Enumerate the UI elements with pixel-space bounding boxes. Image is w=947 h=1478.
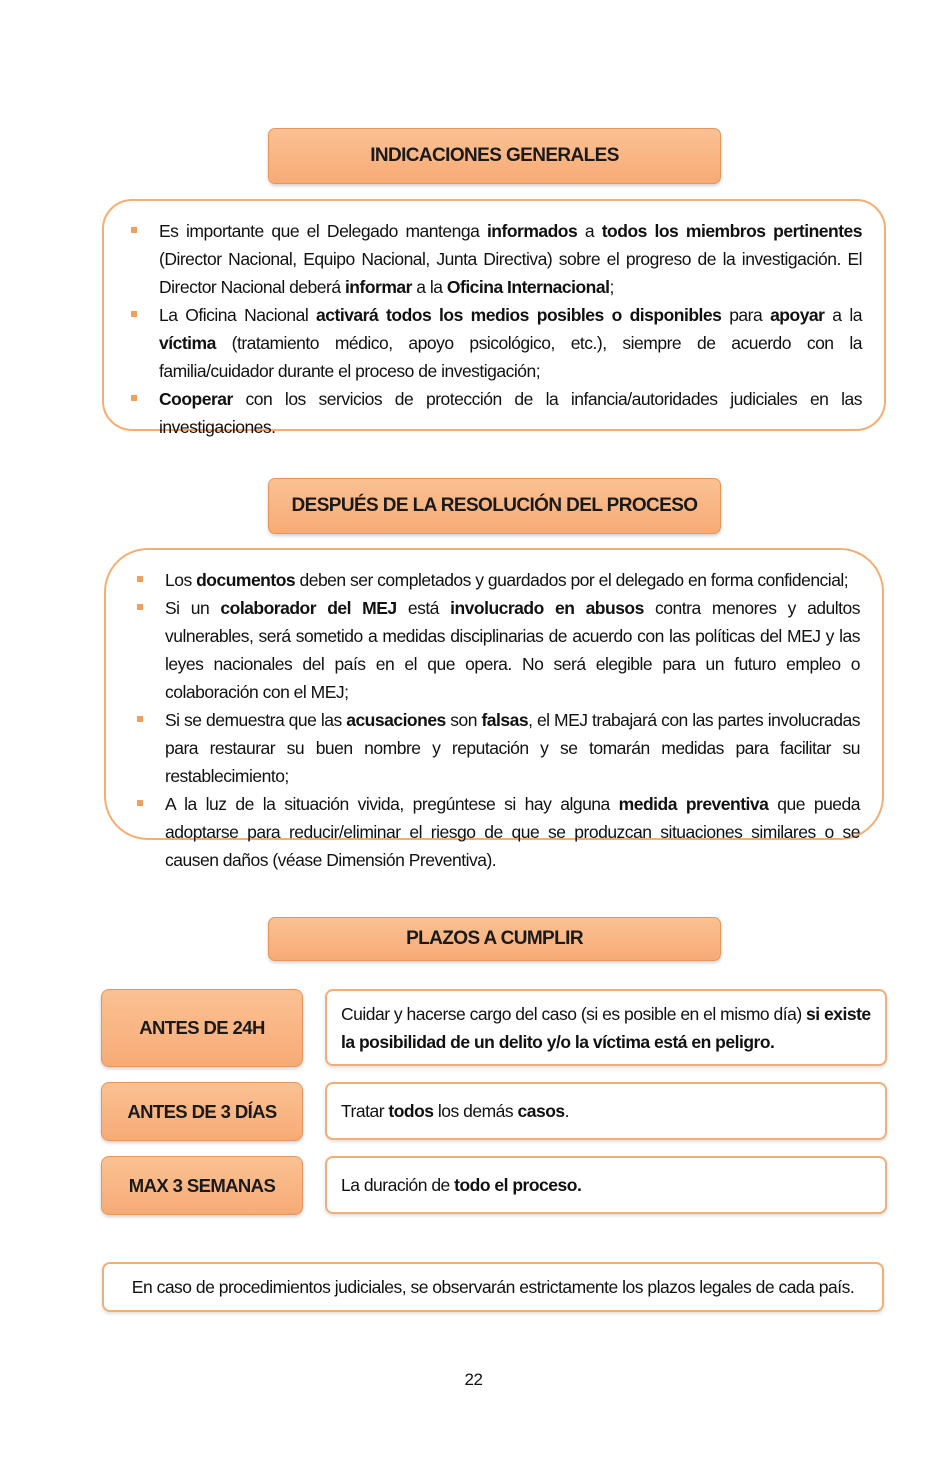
- text-run: a la: [411, 277, 447, 297]
- list-item: [110, 594, 860, 706]
- judicial-note: En caso de procedimientos judiciales, se observarán estrictamente los plazos legales de cada país.: [102, 1262, 884, 1312]
- bold-text: Cooperar: [159, 389, 233, 409]
- text-run: son: [445, 710, 482, 730]
- bold-text: Oficina Internacional: [446, 277, 610, 297]
- text-run: ;: [609, 277, 614, 297]
- deadline-label-3-dias: ANTES DE 3 DÍAS: [101, 1082, 303, 1141]
- deadline-text: [341, 1171, 581, 1199]
- text-run: deben ser completados y guardados por el delegado en forma confidencial;: [295, 570, 849, 590]
- indicaciones-list: [104, 217, 862, 441]
- text-run: a la: [824, 305, 863, 325]
- bold-text: todos los miembros pertinentes: [601, 221, 862, 241]
- square-bullet-icon: [137, 716, 143, 722]
- list-item: [110, 790, 860, 874]
- bold-text: si existe la posibilidad de un delito y/o la víctima está en peligro.: [341, 1003, 871, 1052]
- text-run: Los: [165, 570, 197, 590]
- bold-text: involucrado en abusos: [450, 598, 644, 618]
- section-title-resolucion: DESPUÉS DE LA RESOLUCIÓN DEL PROCESO: [268, 478, 721, 534]
- text-run: Tratar: [341, 1101, 389, 1121]
- text-run: a: [577, 221, 602, 241]
- text-run: para: [721, 305, 771, 325]
- square-bullet-icon: [131, 311, 137, 317]
- bold-text: casos: [517, 1101, 565, 1121]
- indicaciones-box: [102, 199, 886, 437]
- text-run: está: [396, 598, 451, 618]
- section-title-plazos: PLAZOS A CUMPLIR: [268, 917, 721, 961]
- deadline-desc-24h: [325, 989, 887, 1066]
- text-run: Si un: [165, 598, 221, 618]
- deadline-text: [341, 1097, 569, 1125]
- text-run: los demás: [433, 1101, 518, 1121]
- deadline-text: [341, 1000, 871, 1056]
- bold-text: todo el proceso.: [454, 1175, 582, 1195]
- text-run: contra menores y adultos vulnerables, será sometido a medidas disciplinarias de acuerdo con las políticas del MEJ y las leyes nacionales del país en el que opera. No será elegible para un futuro empleo o colaboración con el MEJ;: [165, 598, 860, 702]
- list-item: [104, 301, 862, 385]
- square-bullet-icon: [131, 395, 137, 401]
- square-bullet-icon: [131, 227, 137, 233]
- list-item: [110, 566, 860, 594]
- text-run: (Director Nacional, Equipo Nacional, Junta Directiva) sobre el progreso de la investigación. El Director Nacional deberá: [159, 249, 862, 297]
- bold-text: víctima: [159, 333, 216, 353]
- text-run: A la luz de la situación vivida, pregúntese si hay alguna: [165, 794, 619, 814]
- list-item: [110, 706, 860, 790]
- text-run: , el MEJ trabajará con las partes involucradas para restaurar su buen nombre y reputación y se tomarán medidas para facilitar su restablecimiento;: [165, 710, 860, 786]
- resolucion-list: [110, 566, 860, 874]
- page-number: 22: [464, 1370, 483, 1389]
- text-run: que pueda adoptarse para reducir/eliminar el riesgo de que se produzcan situaciones similares o se causen daños (véase Dimensión Preventiva).: [165, 794, 861, 870]
- bold-text: acusaciones: [346, 710, 446, 730]
- deadline-label-3-semanas: MAX 3 SEMANAS: [101, 1156, 303, 1215]
- bold-text: falsas: [481, 710, 529, 730]
- text-run: (tratamiento médico, apoyo psicológico, etc.), siempre de acuerdo con la familia/cuidador durante el proceso de investigación;: [159, 333, 862, 381]
- resolucion-box: [104, 548, 884, 870]
- square-bullet-icon: [137, 604, 143, 610]
- deadline-desc-3-semanas: [325, 1156, 887, 1214]
- bold-text: todos: [388, 1101, 434, 1121]
- deadline-desc-3-dias: [325, 1082, 887, 1140]
- bold-text: colaborador del MEJ: [220, 598, 397, 618]
- section-title-indicaciones: INDICACIONES GENERALES: [268, 128, 721, 184]
- text-run: .: [564, 1101, 570, 1121]
- list-item: [104, 217, 862, 301]
- bold-text: informados: [486, 221, 578, 241]
- bold-text: medida preventiva: [618, 794, 769, 814]
- bold-text: informar: [344, 277, 412, 297]
- text-run: La duración de: [341, 1175, 455, 1195]
- deadline-label-24h: ANTES DE 24H: [101, 989, 303, 1067]
- square-bullet-icon: [137, 576, 143, 582]
- text-run: Si se demuestra que las: [165, 710, 347, 730]
- text-run: La Oficina Nacional: [159, 305, 317, 325]
- bold-text: apoyar: [770, 305, 825, 325]
- list-item: [104, 385, 862, 441]
- text-run: Cuidar y hacerse cargo del caso (si es posible en el mismo día): [341, 1003, 807, 1024]
- text-run: con los servicios de protección de la infancia/autoridades judiciales en las investigaciones.: [159, 389, 862, 437]
- bold-text: documentos: [196, 570, 296, 590]
- square-bullet-icon: [137, 800, 143, 806]
- bold-text: activará todos los medios posibles o disponibles: [316, 305, 722, 325]
- text-run: Es importante que el Delegado mantenga: [159, 221, 487, 241]
